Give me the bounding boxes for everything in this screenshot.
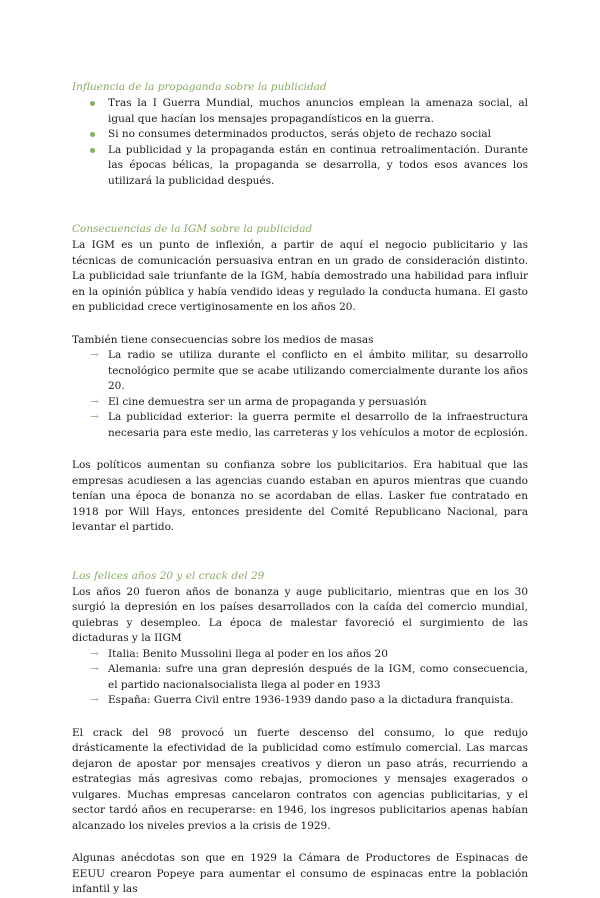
paragraph: El crack del 98 provocó un fuerte descenso del consumo, lo que redujo drásticamente la efectividad de la publicidad como estímulo comercial. Las marcas dejaron de apostar por mensajes creativos y dieron un paso atrás, recurriendo a estrategias más agresivas como rebajas, promociones y mensajes exagerados o vulgares. Muchas empresas cancelaron contratos con agencias publicitarias, y el sector tardó años en recuperarse: en 1946, los ingresos publicitarios apenas habían alcanzado los niveles previos a la crisis de 1929. (72, 726, 528, 832)
list-item: → La radio se utiliza durante el conflicto en el ámbito militar, su desarrollo tecnológico permite que se acabe utilizando comercialmente durante los años 20. (90, 349, 528, 392)
paragraph: Algunas anécdotas son que en 1929 la Cámara de Productores de Espinacas de EEUU crearon Popeye para aumentar el consumo de espinacas entre la población infantil y las (72, 852, 528, 895)
arrow-icon: → (90, 647, 99, 660)
list-intro: También tiene consecuencias sobre los medios de masas (72, 333, 374, 346)
arrow-icon: → (90, 411, 99, 423)
document-body (72, 80, 528, 898)
arrow-list (72, 647, 528, 709)
paragraph: La IGM es un punto de inflexión, a partir de aquí el negocio publicitario y las técnicas de comunicación persuasiva entran en un grado de consideración distinto. La publicidad sale triunfante de la IGM, había demostrado una habilidad para influir en la opinión pública y había vendido ideas y regulado la conducta humana. El gasto en publicidad crece vertiginosamente en los años 20. (72, 239, 528, 313)
paragraph: Los políticos aumentan su confianza sobre los publicitarios. Era habitual que las empresas acudiesen a las agencias cuando estaban en apuros mientras que cuando tenían una época de bonanza no se acordaban de ellas. Lasker fue contratado en 1918 por Will Hays, entonces presidente del Comité Republicano Nacional, para levantar el partido. (72, 459, 528, 533)
list-item: → La publicidad exterior: la guerra permite el desarrollo de la infraestructura necesaria para este medio, las carreteras y los vehículos a motor de ecplosión. (90, 411, 528, 439)
bullet-list (72, 96, 528, 189)
list-item: → España: Guerra Civil entre 1936-1939 dando paso a la dictadura franquista. (72, 693, 528, 709)
list-item: Tras la I Guerra Mundial, muchos anuncios emplean la amenaza social, al igual que hacían los mensajes propagandísticos en la guerra. (72, 96, 528, 127)
arrow-list (72, 348, 528, 441)
section-heading-influencia: Influencia de la propaganda sobre la publicidad (72, 81, 327, 93)
list-item: La publicidad y la propaganda están en continua retroalimentación. Durante las épocas bélicas, la propaganda se desarrolla, y todos esos avances los utilizará la publicidad después. (72, 143, 528, 190)
list-item: → Alemania: sufre una gran depresión después de la IGM, como consecuencia, el partido nacionalsocialista llega al poder en 1933 (90, 663, 528, 691)
arrow-icon: → (90, 663, 99, 675)
section-heading-consecuencias: Consecuencias de la IGM sobre la publicidad (72, 223, 313, 235)
list-item: → El cine demuestra ser un arma de propaganda y persuasión (72, 395, 528, 411)
list-item: Si no consumes determinados productos, serás objeto de rechazo social (72, 127, 528, 143)
paragraph: Los años 20 fueron años de bonanza y auge publicitario, mientras que en los 30 surgió la depresión en los países desarrollados con la caída del comercio mundial, quiebras y desempleo. La época de malestar favoreció el surgimiento de las dictaduras y la IIGM (72, 585, 528, 644)
list-item: → Italia: Benito Mussolini llega al poder en los años 20 (72, 647, 528, 663)
section-heading-felices-anos: Los felices años 20 y el crack del 29 (72, 569, 265, 582)
arrow-icon: → (90, 349, 99, 361)
arrow-icon: → (90, 395, 99, 408)
arrow-icon: → (90, 694, 99, 706)
